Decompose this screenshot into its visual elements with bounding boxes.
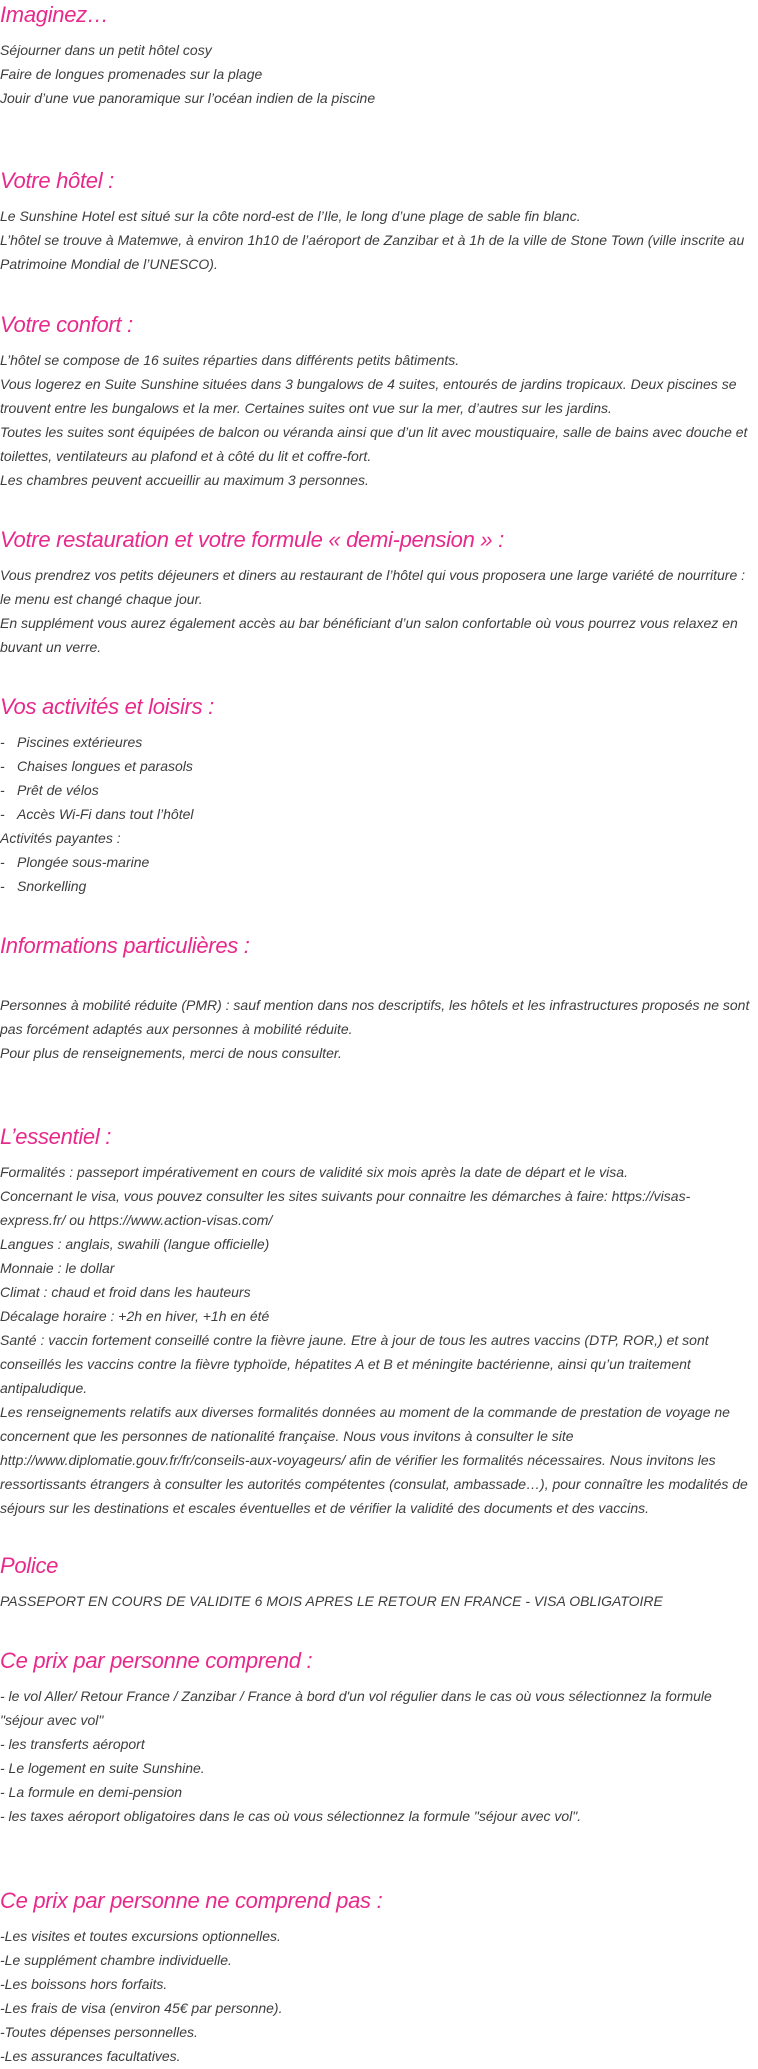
text-line: -Les assurances facultatives. (0, 2048, 181, 2064)
text-line: Formalités : passeport impérativement en cours de validité six mois après la date de départ et le visa. (0, 1164, 628, 1180)
text-line: -Les visites et toutes excursions optionnelles. (0, 1928, 281, 1944)
section-title-comprend: Ce prix par personne comprend : (0, 1648, 313, 1673)
section-hotel (0, 166, 758, 276)
dash-marker: - (0, 806, 5, 822)
section-title-imaginez: Imaginez… (0, 2, 109, 27)
text-line: concernent que les personnes de nationalité française. Nous vous invitons à consulter le site (0, 1428, 574, 1444)
section-title-confort: Votre confort : (0, 312, 133, 337)
text-line: -Toutes dépenses personnelles. (0, 2024, 198, 2040)
section-title-infos: Informations particulières : (0, 933, 250, 958)
section-police (0, 1551, 758, 1613)
text-line: Langues : anglais, swahili (langue officielle) (0, 1236, 270, 1252)
section-title-activites: Vos activités et loisirs : (0, 694, 214, 719)
text-line: - le vol Aller/ Retour France / Zanzibar / France à bord d'un vol régulier dans le cas où vous sélectionnez la formule (0, 1688, 712, 1704)
list-item: - Plongée sous-marine (0, 850, 758, 874)
list-item: - Accès Wi-Fi dans tout l’hôtel (0, 802, 758, 826)
text-line: Personnes à mobilité réduite (PMR) : sauf mention dans nos descriptifs, les hôtels et les infrastructures proposés ne sont (0, 997, 750, 1013)
text-line: - les taxes aéroport obligatoires dans le cas où vous sélectionnez la formule "séjour avec vol". (0, 1808, 582, 1824)
dash-marker: - (0, 878, 5, 894)
text-line: Pour plus de renseignements, merci de nous consulter. (0, 1045, 342, 1061)
text-line: Patrimoine Mondial de l’UNESCO). (0, 256, 218, 272)
dash-marker: - (0, 782, 5, 798)
section-activites (0, 692, 758, 898)
text-line: - les transferts aéroport (0, 1736, 145, 1752)
text-line: Concernant le visa, vous pouvez consulter les sites suivants pour connaitre les démarches à faire: https://visas- (0, 1188, 691, 1204)
text-line: Les chambres peuvent accueillir au maximum 3 personnes. (0, 472, 369, 488)
text-line: buvant un verre. (0, 639, 102, 655)
section-title-police: Police (0, 1553, 59, 1578)
section-confort (0, 310, 758, 492)
text-line: Vous prendrez vos petits déjeuners et diners au restaurant de l’hôtel qui vous proposera une large variété de nourriture : (0, 567, 746, 583)
section-imaginez (0, 0, 758, 110)
text-line: ressortissants étrangers à consulter les autorités compétentes (consulat, ambassade…), pour connaître les modalités de (0, 1476, 748, 1492)
dash-marker: - (0, 734, 5, 750)
section-comprend (0, 1646, 758, 1828)
paid-activities-label: Activités payantes : (0, 830, 121, 846)
section-title-hotel: Votre hôtel : (0, 168, 114, 193)
text-line: Climat : chaud et froid dans les hauteurs (0, 1284, 251, 1300)
text-line: L’hôtel se trouve à Matemwe, à environ 1h10 de l’aéroport de Zanzibar et à 1h de la ville de Stone Town (ville inscrite au (0, 232, 745, 248)
text-line: toilettes, ventilateurs au plafond et à côté du lit et coffre-fort. (0, 448, 372, 464)
text-line: L’hôtel se compose de 16 suites réparties dans différents petits bâtiments. (0, 352, 460, 368)
text-line: Séjourner dans un petit hôtel cosy (0, 42, 212, 58)
text-line: Jouir d’une vue panoramique sur l’océan indien de la piscine (0, 90, 376, 106)
text-line: antipaludique. (0, 1380, 88, 1396)
text-line: Santé : vaccin fortement conseillé contre la fièvre jaune. Etre à jour de tous les autres vaccins (DTP, ROR,) et sont (0, 1332, 709, 1348)
list-item: - Chaises longues et parasols (0, 754, 758, 778)
dash-marker: - (0, 758, 5, 774)
text-line: PASSEPORT EN COURS DE VALIDITE 6 MOIS APRES LE RETOUR EN FRANCE - VISA OBLIGATOIRE (0, 1593, 663, 1609)
text-line: trouvent entre les bungalows et la mer. Certaines suites ont vue sur la mer, d’autres sur les jardins. (0, 400, 612, 416)
text-line: - Le logement en suite Sunshine. (0, 1760, 205, 1776)
text-line: Décalage horaire : +2h en hiver, +1h en été (0, 1308, 270, 1324)
text-line: Toutes les suites sont équipées de balcon ou véranda ainsi que d’un lit avec moustiquaire, salle de bains avec douche et (0, 424, 748, 440)
dash-marker: - (0, 854, 5, 870)
text-line: http://www.diplomatie.gouv.fr/fr/conseils-aux-voyageurs/ afin de vérifier les formalités nécessaires. Nous invitons les (0, 1452, 716, 1468)
section-infos (0, 931, 758, 1065)
section-ne-comprend (0, 1886, 758, 2068)
text-line: express.fr/ ou https://www.action-visas.com/ (0, 1212, 273, 1228)
text-line: -Les boissons hors forfaits. (0, 1976, 168, 1992)
text-line: le menu est changé chaque jour. (0, 591, 203, 607)
section-title-ne-comprend: Ce prix par personne ne comprend pas : (0, 1888, 383, 1913)
section-restauration (0, 525, 758, 659)
text-line: séjours sur les destinations et escales éventuelles et de vérifier la validité des documents et des vaccins. (0, 1500, 650, 1516)
list-item: - Prêt de vélos (0, 778, 758, 802)
text-line: - La formule en demi-pension (0, 1784, 183, 1800)
text-line: Les renseignements relatifs aux diverses formalités données au moment de la commande de prestation de voyage ne (0, 1404, 730, 1420)
text-line: conseillés les vaccins contre la fièvre typhoïde, hépatites A et B et méningite bactérienne, ainsi qu’un traitement (0, 1356, 691, 1372)
list-item: - Snorkelling (0, 874, 758, 898)
text-line: -Le supplément chambre individuelle. (0, 1952, 232, 1968)
text-line: pas forcément adaptés aux personnes à mobilité réduite. (0, 1021, 353, 1037)
text-line: En supplément vous aurez également accès au bar bénéficiant d’un salon confortable où vous pourrez vous relaxez en (0, 615, 738, 631)
section-title-restauration: Votre restauration et votre formule « demi-pension » : (0, 527, 504, 552)
text-line: Monnaie : le dollar (0, 1260, 115, 1276)
text-line: Le Sunshine Hotel est situé sur la côte nord-est de l’Ile, le long d’une plage de sable fin blanc. (0, 208, 581, 224)
list-item: - Piscines extérieures (0, 730, 758, 754)
section-essentiel (0, 1122, 758, 1520)
text-line: -Les frais de visa (environ 45€ par personne). (0, 2000, 283, 2016)
section-title-essentiel: L’essentiel : (0, 1124, 112, 1149)
text-line: "séjour avec vol" (0, 1712, 104, 1728)
text-line: Vous logerez en Suite Sunshine situées dans 3 bungalows de 4 suites, entourés de jardins tropicaux. Deux piscines se (0, 376, 737, 392)
text-line: Faire de longues promenades sur la plage (0, 66, 263, 82)
